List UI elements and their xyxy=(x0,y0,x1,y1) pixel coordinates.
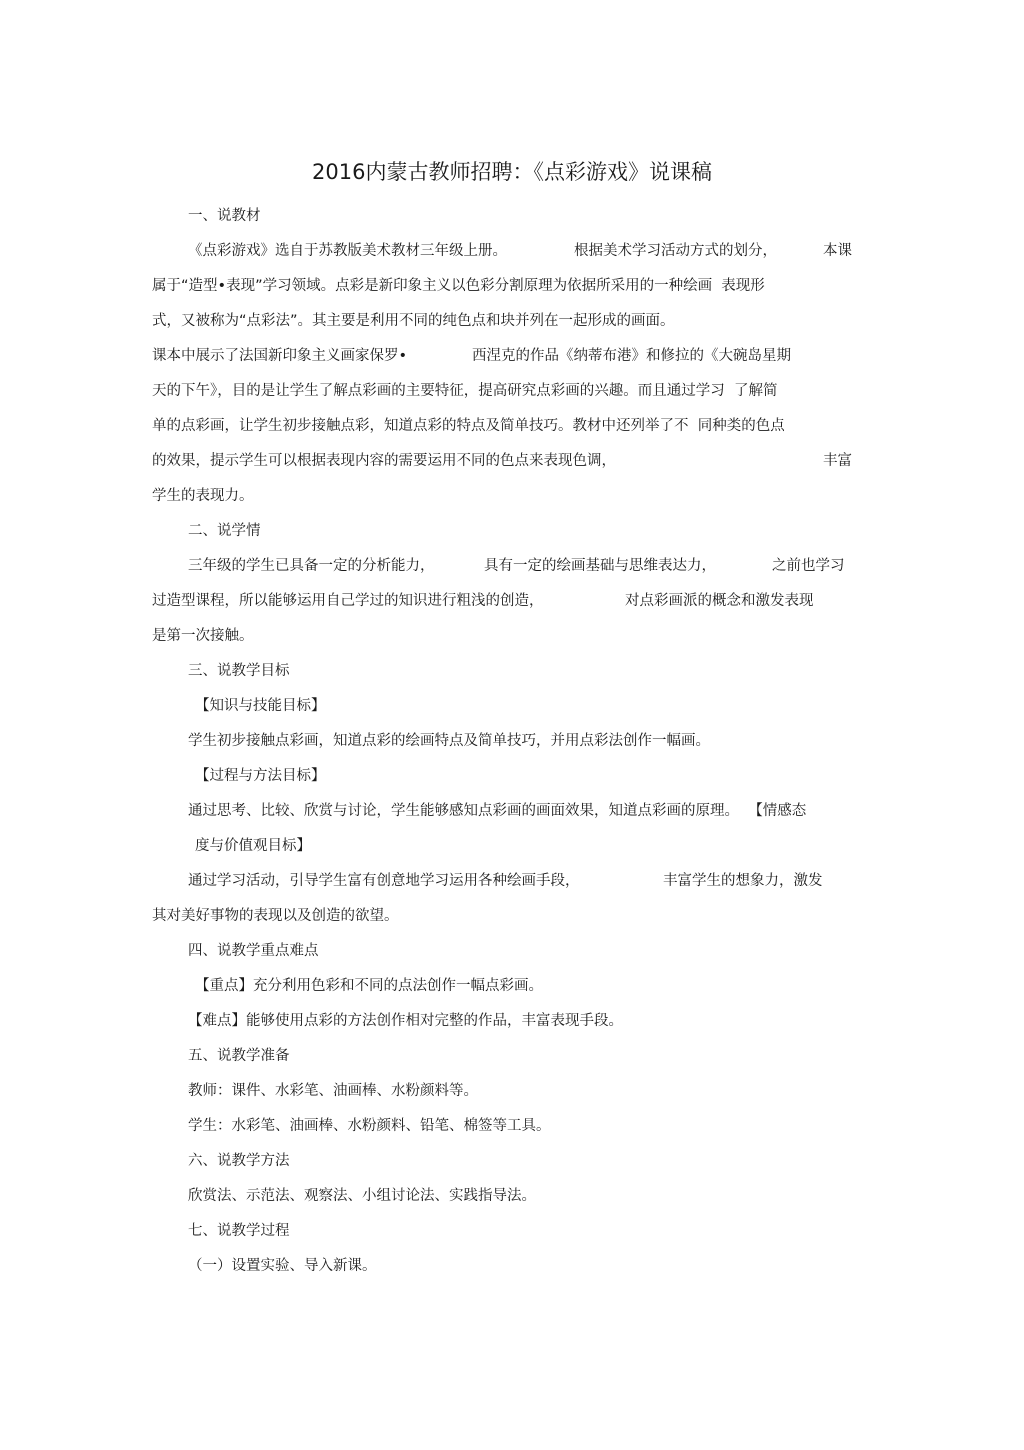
paragraph-line: 根据美术学习活动方式的划分， xyxy=(574,243,777,259)
paragraph-line: 本课 xyxy=(823,243,852,259)
goal-label-process: 【过程与方法目标】 xyxy=(195,768,326,784)
paragraph-line: 的效果，提示学生可以根据表现内容的需要运用不同的色点来表现色调， xyxy=(152,453,616,469)
difficult-point: 【难点】能够使用点彩的方法创作相对完整的作品，丰富表现手段。 xyxy=(188,1013,623,1029)
section-heading-key-points: 四、说教学重点难点 xyxy=(188,943,319,959)
paragraph-line: 天的下午》，目的是让学生了解点彩画的主要特征，提高研究点彩画的兴趣。而且通过学习 了解简 xyxy=(152,383,778,399)
teaching-methods: 欣赏法、示范法、观察法、小组讨论法、实践指导法。 xyxy=(188,1188,536,1204)
section-heading-process: 七、说教学过程 xyxy=(188,1223,290,1239)
paragraph-line: 是第一次接触。 xyxy=(152,628,254,644)
paragraph-line: 其对美好事物的表现以及创造的欲望。 xyxy=(152,908,399,924)
section-heading-teaching-material: 一、说教材 xyxy=(188,208,261,224)
process-step-1: （一）设置实验、导入新课。 xyxy=(188,1258,377,1274)
goal-label-knowledge: 【知识与技能目标】 xyxy=(195,698,326,714)
section-heading-students: 二、说学情 xyxy=(188,523,261,539)
paragraph-line: 单的点彩画，让学生初步接触点彩，知道点彩的特点及简单技巧。教材中还列举了不 同种类的色点 xyxy=(152,418,785,434)
paragraph-line: 过造型课程，所以能够运用自己学过的知识进行粗浅的创造， xyxy=(152,593,544,609)
paragraph-line: 西涅克的作品《纳蒂布港》和修拉的《大碗岛星期 xyxy=(472,348,791,364)
paragraph-line: 学生初步接触点彩画，知道点彩的绘画特点及简单技巧，并用点彩法创作一幅画。 xyxy=(188,733,710,749)
paragraph-line: 丰富 xyxy=(823,453,852,469)
paragraph-line: 具有一定的绘画基础与思维表达力， xyxy=(484,558,716,574)
paragraph-line: 之前也学习 xyxy=(772,558,845,574)
paragraph-line: 课本中展示了法国新印象主义画家保罗• xyxy=(152,348,408,364)
paragraph-line: 《点彩游戏》选自于苏教版美术教材三年级上册。 xyxy=(188,243,507,259)
section-heading-methods: 六、说教学方法 xyxy=(188,1153,290,1169)
section-heading-teaching-goals: 三、说教学目标 xyxy=(188,663,290,679)
key-point: 【重点】充分利用色彩和不同的点法创作一幅点彩画。 xyxy=(195,978,543,994)
paragraph-line: 通过学习活动，引导学生富有创意地学习运用各种绘画手段， xyxy=(188,873,580,889)
paragraph-line: 对点彩画派的概念和激发表现 xyxy=(625,593,814,609)
paragraph-line: 三年级的学生已具备一定的分析能力， xyxy=(188,558,435,574)
goal-label-emotion: 度与价值观目标】 xyxy=(195,838,311,854)
paragraph-line: 学生的表现力。 xyxy=(152,488,254,504)
paragraph-line: 通过思考、比较、欣赏与讨论，学生能够感知点彩画的画面效果，知道点彩画的原理。 【情感态 xyxy=(188,803,807,819)
paragraph-line: 丰富学生的想象力，激发 xyxy=(663,873,823,889)
teacher-materials: 教师：课件、水彩笔、油画棒、水粉颜料等。 xyxy=(188,1083,478,1099)
student-materials: 学生：水彩笔、油画棒、水粉颜料、铅笔、棉签等工具。 xyxy=(188,1118,551,1134)
section-heading-preparation: 五、说教学准备 xyxy=(188,1048,290,1064)
paragraph-line: 式，又被称为“点彩法”。其主要是利用不同的纯色点和块并列在一起形成的画面。 xyxy=(152,313,675,329)
document-title: 2016内蒙古教师招聘：《点彩游戏》说课稿 xyxy=(312,160,712,184)
paragraph-line: 属于“造型•表现”学习领域。点彩是新印象主义以色彩分割原理为依据所采用的一种绘画 表现形 xyxy=(152,278,765,294)
